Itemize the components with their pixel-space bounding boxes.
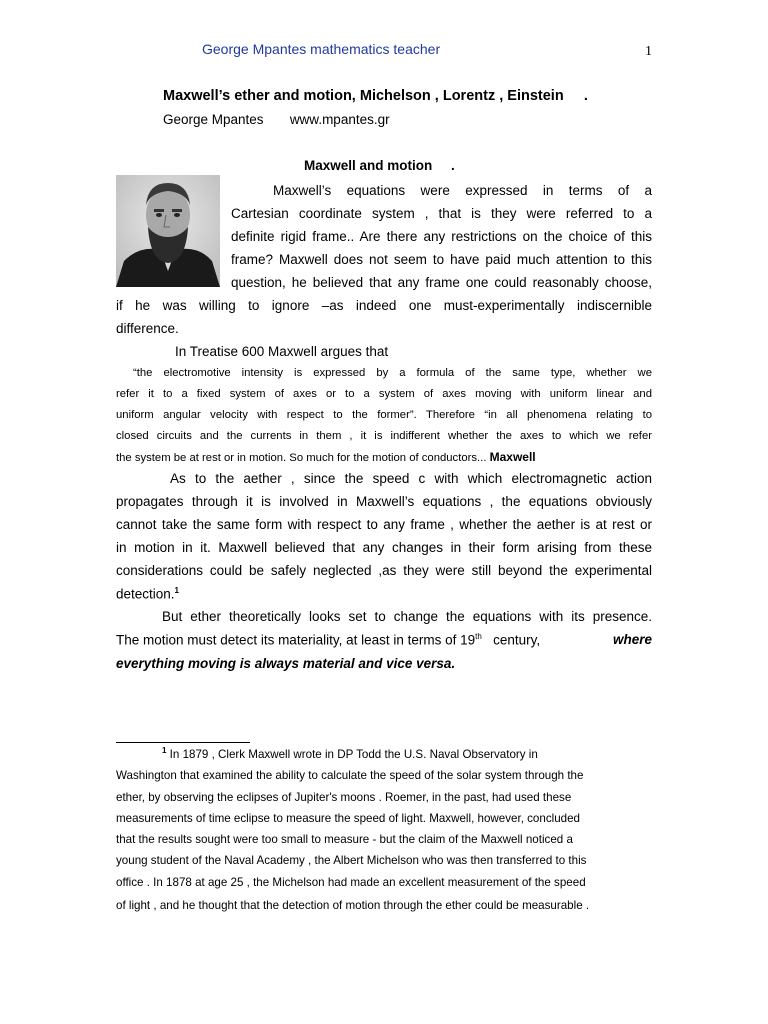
footnote-line: young student of the Naval Academy , the Albert Michelson who was then transferred to this: [116, 854, 587, 867]
footnote-line: of light , and he thought that the detection of motion through the ether could be measurable .: [116, 899, 590, 912]
para1-line: difference.: [116, 321, 179, 336]
para3-text: The motion must detect its materiality, at least in terms of 19th century,: [116, 632, 541, 648]
footnote-line: office . In 1878 at age 25 , the Michelson had made an excellent measurement of the speed: [116, 876, 586, 889]
para2-last-text: detection.: [116, 586, 175, 602]
footnote-line: ether, by observing the eclipses of Jupiter's moons . Roemer, in the past, had used these: [116, 791, 572, 804]
footnote-line: measurements of time eclipse to measure the speed of light. Maxwell, however, concluded: [116, 812, 580, 825]
para2-line: [116, 586, 179, 602]
footnote-line: $^1$ In 1879 , Clerk Maxwell wrote in DP Todd the U.S. Naval Observatory in: [162, 746, 538, 761]
para3-line: But ether theoretically looks set to change the equations with its presence.: [162, 609, 652, 624]
footnote-line: Washington that examined the ability to calculate the speed of the solar system through the: [116, 769, 584, 782]
quote-line: refer it to a fixed system of axes or to a system of axes moving with uniform linear and: [116, 388, 652, 400]
running-header: George Mpantes mathematics teacher: [202, 41, 441, 57]
para1-line: question, he believed that any frame one could reasonably choose,: [231, 275, 652, 290]
footnote-line: that the results sought were too small to measure - but the claim of the Maxwell noticed a: [116, 833, 573, 846]
para2-line: propagates through it is involved in Maxwell’s equations , the equations obviously: [116, 494, 652, 509]
footnote-reference: 1: [174, 586, 179, 595]
section-heading: Maxwell and motion .: [304, 158, 455, 173]
para1-line: if he was willing to ignore –as indeed one must-experimentally indiscernible: [116, 298, 652, 313]
para1-line: definite rigid frame.. Are there any restrictions on the choice of this: [231, 229, 652, 244]
quote-signature: Maxwell: [489, 450, 536, 464]
para1-line: frame? Maxwell does not seem to have paid much attention to this: [231, 252, 652, 267]
quote-line: uniform angular velocity with respect to the former”. Therefore “in all phenomena relating to: [116, 409, 652, 421]
para3-emphasis-line: everything moving is always material and vice versa.: [116, 656, 456, 671]
para3-line: [116, 632, 652, 648]
quote-last-text: the system be at rest or in motion. So much for the motion of conductors...: [116, 452, 487, 464]
para2-line: As to the aether , since the speed c with which electromagnetic action: [170, 471, 652, 486]
para1-line: Cartesian coordinate system , that is they were referred to a: [231, 206, 652, 221]
document-title: Maxwell’s ether and motion, Michelson , Lorentz , Einstein .: [163, 88, 588, 104]
footnote-number: 1: [162, 746, 167, 755]
quote-line: “the electromotive intensity is expressed by a formula of the same type, whether we: [133, 367, 652, 379]
para3-emphasis: where: [612, 632, 652, 647]
page-number: 1: [645, 44, 652, 59]
para2-line: considerations could be safely neglected ,as they were still beyond the experimental: [116, 563, 652, 578]
quote-line: [116, 450, 652, 464]
maxwell-portrait: [116, 175, 220, 287]
treatise-intro: In Treatise 600 Maxwell argues that: [175, 344, 389, 359]
para2-line: in motion in it. Maxwell believed that any changes in their form arising from these: [116, 540, 652, 555]
para1-line: Maxwell’s equations were expressed in terms of a: [273, 183, 652, 198]
footnote-separator: [116, 742, 250, 743]
quote-line: closed circuits and the currents in them , it is indifferent whether the axes to which we refer: [116, 430, 652, 442]
para2-line: cannot take the same form with respect to any frame , whether the aether is at rest or: [116, 517, 652, 532]
author-byline: George Mpantes www.mpantes.gr: [163, 112, 390, 127]
